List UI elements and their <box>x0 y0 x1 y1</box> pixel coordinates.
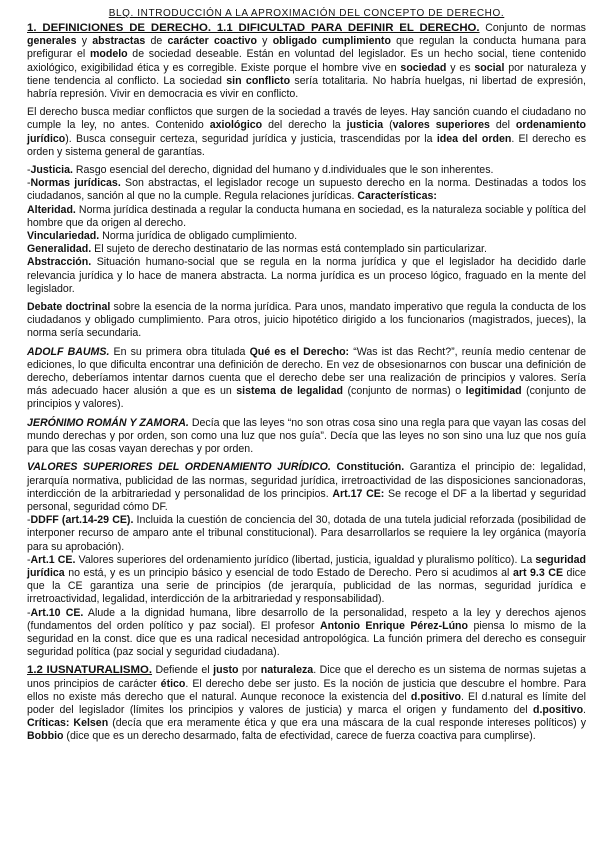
emphasis-run: Alteridad. <box>27 203 76 216</box>
paragraph-art10 <box>27 607 586 660</box>
text-run: Se recoge el DF a la libertad y seguridad personal, seguridad cómo DF. <box>27 487 586 513</box>
emphasis-run: obligado cumplimiento <box>272 35 391 48</box>
paragraph-vinculariedad <box>27 230 586 243</box>
emphasis-run: legitimidad <box>465 385 522 398</box>
emphasis-run: Normas jurídicas. <box>30 177 121 190</box>
text-run: (conjunto de principios y valores). <box>27 385 586 411</box>
emphasis-run: Qué es el Derecho: <box>249 345 350 358</box>
text-run: no está, y es un principio básico y esencial de todo Estado de Derecho. Pero si acudimos al <box>64 566 513 579</box>
emphasis-run: Debate doctrinal <box>27 301 111 314</box>
paragraph-justicia <box>27 164 586 177</box>
text-run: El derecho busca mediar conflictos que surgen de la sociedad a través de leyes. Hay sanción cuando el ciudadano no cumple la ley, no antes. Contenido <box>27 106 586 132</box>
section-heading: 1.2 IUSNATURALISMO. <box>27 664 153 677</box>
text-run: sobre la esencia de la norma jurídica. Para unos, mandato imperativo que regula la conducta de los ciudadanos y obligado cumplimiento. Para otros, juicio hipotético dirigido a los funcionarios (magistrados, jueces), la norma sería secundaria. <box>27 301 586 340</box>
emphasis-run: JERÓNIMO ROMÁN Y ZAMORA. <box>27 416 189 429</box>
text-run: y <box>256 35 273 48</box>
emphasis-run: Bobbio <box>27 730 64 743</box>
text-run: ). Busca conseguir certeza, seguridad jurídica y justicia, trascendidas por la <box>65 132 437 145</box>
text-run: . El derecho debe ser justo. Es la noción de justicia que descubre el hombre. Para ellos no existe más derecho que el natural. Aunque reconoce la existencia del <box>27 677 586 703</box>
emphasis-run: d.positivo <box>410 690 461 703</box>
emphasis-run: Art.17 CE: <box>332 487 385 500</box>
paragraph-valores-superiores <box>27 461 586 514</box>
text-run: Incluida la cuestión de conciencia del 30, dotada de una tutela judicial reforzada (posibilidad de interponer recurso de amparo ante el tribunal constitucional). Para desarrollarlos se requiere la ley orgánica (mayoría para su aprobación). <box>27 514 586 553</box>
section-heading: 1. DEFINICIONES DE DERECHO. 1.1 DIFICULTAD PARA DEFINIR EL DERECHO. <box>27 22 480 34</box>
emphasis-run: idea del orden <box>436 132 512 145</box>
text-run: - <box>27 164 31 177</box>
text-run: - <box>27 177 31 190</box>
emphasis-run: justicia <box>346 119 384 132</box>
text-run: que regulan la conducta humana para prefigurar el <box>27 35 587 61</box>
emphasis-run: Art.10 CE. <box>30 606 84 619</box>
text-run: Norma jurídica de obligado cumplimiento. <box>99 230 298 243</box>
text-run: piensa lo mismo de la seguridad en la const. dice que es una radical necesidad antropológica. La función primera del derecho es conseguir seguridad política (paz social y seguridad ciudadana). <box>27 619 587 659</box>
text-run: “Was ist das Recht?”, reunía medio centenar de ediciones, lo que dificulta encontrar una definición de derecho. En vez de obsesionarnos con buscar una definición de derecho, deberíamos intentar darnos cuenta que el derecho debe ser una realización de principios y valores. Sería más adecuado hacer alusión a que es un <box>27 345 586 398</box>
emphasis-run: ético <box>160 677 186 690</box>
emphasis-run: Características: <box>357 190 437 203</box>
text-run: El sujeto de derecho destinatario de las normas está contemplado sin particularizar. <box>91 243 487 256</box>
text-run: - <box>27 553 31 566</box>
paragraph-alteridad <box>27 204 586 230</box>
emphasis-run: sin conflicto <box>226 74 291 87</box>
emphasis-run: naturaleza <box>260 664 314 677</box>
emphasis-run: VALORES SUPERIORES DEL ORDENAMIENTO JURÍDICO. <box>27 461 331 474</box>
emphasis-run: abstractas <box>92 35 146 48</box>
text-run: En su primera obra titulada <box>109 345 250 358</box>
text-run: . El d.natural es límite del poder del legislador (límites los principios y valores de justicia) y marca el origen y fundamento del <box>27 690 586 716</box>
text-run: (dice que es un derecho desarmado, falta de efectividad, carece de fuerza coactiva para cumplirse). <box>63 730 536 743</box>
paragraph-definiciones <box>27 22 586 101</box>
paragraph-adolf-baums <box>27 346 586 412</box>
text-run: Conjunto de normas <box>479 22 586 34</box>
emphasis-run: valores superiores <box>392 119 490 132</box>
emphasis-run: ordenamiento jurídico <box>27 119 586 145</box>
text-run: Alude a la dignidad humana, libre desarrollo de la personalidad, respeto a la ley y derechos ajenos (fundamentos del orden político y paz social). El profesor <box>27 606 586 632</box>
paragraph-derecho-conflictos <box>27 106 586 159</box>
text-run: sería totalitaria. No habría huelgas, ni libertad de expresión, habría represión. Vivir en democracia es vivir en conflicto. <box>27 74 586 101</box>
text-run: - <box>27 514 31 527</box>
emphasis-run: Justicia. <box>30 164 73 177</box>
text-run: de sociedad deseable. Están en voluntad del legislador. Es un hecho social, tiene contenido axiológico, exigibilidad ética y es corregible. Existe porque el hombre vive en <box>27 48 586 74</box>
emphasis-run: Generalidad. <box>27 243 92 256</box>
emphasis-run: Art.1 CE. <box>30 553 76 566</box>
text-run: y <box>76 35 93 48</box>
emphasis-run: generales <box>27 35 77 48</box>
emphasis-run: social <box>474 61 505 74</box>
emphasis-run: Constitución. <box>336 461 405 474</box>
text-run: (decía que era meramente ética y que era una máscara de la cual responde intereses políticos) y <box>108 717 587 730</box>
text-run: y es <box>446 61 475 74</box>
emphasis-run: axiológico <box>209 119 263 132</box>
document-header: BLQ. INTRODUCCIÓN A LA APROXIMACIÓN DEL CONCEPTO DE DERECHO. <box>108 8 505 19</box>
text-run: Norma jurídica destinada a regular la conducta humana en sociedad, es la naturaleza sociable y política del hombre que da origen al derecho. <box>27 203 586 229</box>
emphasis-run: art 9.3 CE <box>512 566 564 579</box>
emphasis-run: sociedad <box>400 61 447 74</box>
paragraph-generalidad <box>27 243 586 256</box>
text-run: por <box>238 664 261 677</box>
text-run: Garantiza el principio de: legalidad, jerarquía normativa, publicidad de las normas, seguridad jurídica, irretroactividad de las disposiciones sancionadoras, interdicción de la arbitrariedad y personalidad de los principios. <box>27 461 586 500</box>
text-run: Decía que las leyes “no son otras cosa sino una regla para que vayan las cosas del mundo derechas y por orden, son como una luz que nos guía”. Decía que las leyes no son sino una luz que nos guía para que las cosas vayan derechas y por orden. <box>27 416 586 456</box>
text-run: . Dice que el derecho es un sistema de normas sujetas a unos principios de carácter <box>27 664 586 690</box>
text-run: . <box>583 703 586 716</box>
emphasis-run: d.positivo <box>533 703 584 716</box>
text-run: dice que la CE garantiza una serie de principios (de jerarquía, publicidad de las normas, seguridad jurídica e irretroactividad, legalidad, interdicción de la arbitrariedad y responsabilidad). <box>27 566 586 606</box>
emphasis-run: Antonio Enrique Pérez-Lúno <box>319 619 469 632</box>
text-run: . El derecho es orden y sistema general de garantías. <box>27 132 586 158</box>
emphasis-run: modelo <box>89 48 128 61</box>
text-run: - <box>27 606 31 619</box>
text-run: Defiende el <box>152 664 214 677</box>
paragraph-iusnaturalismo <box>27 664 586 743</box>
text-run: por naturaleza y tiene tendencia al conflicto. La sociedad <box>27 61 586 87</box>
paragraph-art1 <box>27 554 586 607</box>
emphasis-run: carácter coactivo <box>167 35 257 48</box>
text-run: ( <box>383 119 393 132</box>
text-run: del derecho la <box>262 119 347 132</box>
text-run: Situación humano-social que se regula en la norma jurídica y que el legislador ha decidido darle relevancia jurídica y lo hace de manera abstracta. La norma jurídica es un proceso lógico, fraguado en la mente del legislador. <box>27 256 586 295</box>
emphasis-run: ADOLF BAUMS. <box>27 345 110 358</box>
emphasis-run: sistema de legalidad <box>236 385 344 398</box>
paragraph-jeronimo-roman <box>27 417 586 457</box>
paragraph-abstraccion <box>27 256 586 296</box>
text-run: Son abstractas, el legislador recoge un supuesto derecho en la norma. Destinadas a todos los ciudadanos, sanción al que no la cumple. Regula relaciones jurídicas. <box>27 177 586 203</box>
text-run: (conjunto de normas) o <box>343 385 466 398</box>
emphasis-run: Críticas: Kelsen <box>27 717 109 730</box>
emphasis-run: seguridad jurídica <box>27 553 587 579</box>
text-run: del <box>489 119 516 132</box>
text-run: Valores superiores del ordenamiento jurídico (libertad, justicia, igualdad y pluralismo político). La <box>75 553 536 566</box>
text-run: de <box>145 35 168 48</box>
emphasis-run: DDFF (art.14-29 CE). <box>30 514 134 527</box>
emphasis-run: Vinculariedad. <box>27 230 100 243</box>
emphasis-run: Abstracción. <box>27 256 92 269</box>
paragraph-ddff <box>27 514 586 554</box>
text-run: Rasgo esencial del derecho, dignidad del humano y d.individuales que le son inherentes. <box>72 164 494 177</box>
paragraph-debate-doctrinal <box>27 301 586 341</box>
emphasis-run: justo <box>213 664 239 677</box>
paragraph-normas-juridicas <box>27 177 586 203</box>
